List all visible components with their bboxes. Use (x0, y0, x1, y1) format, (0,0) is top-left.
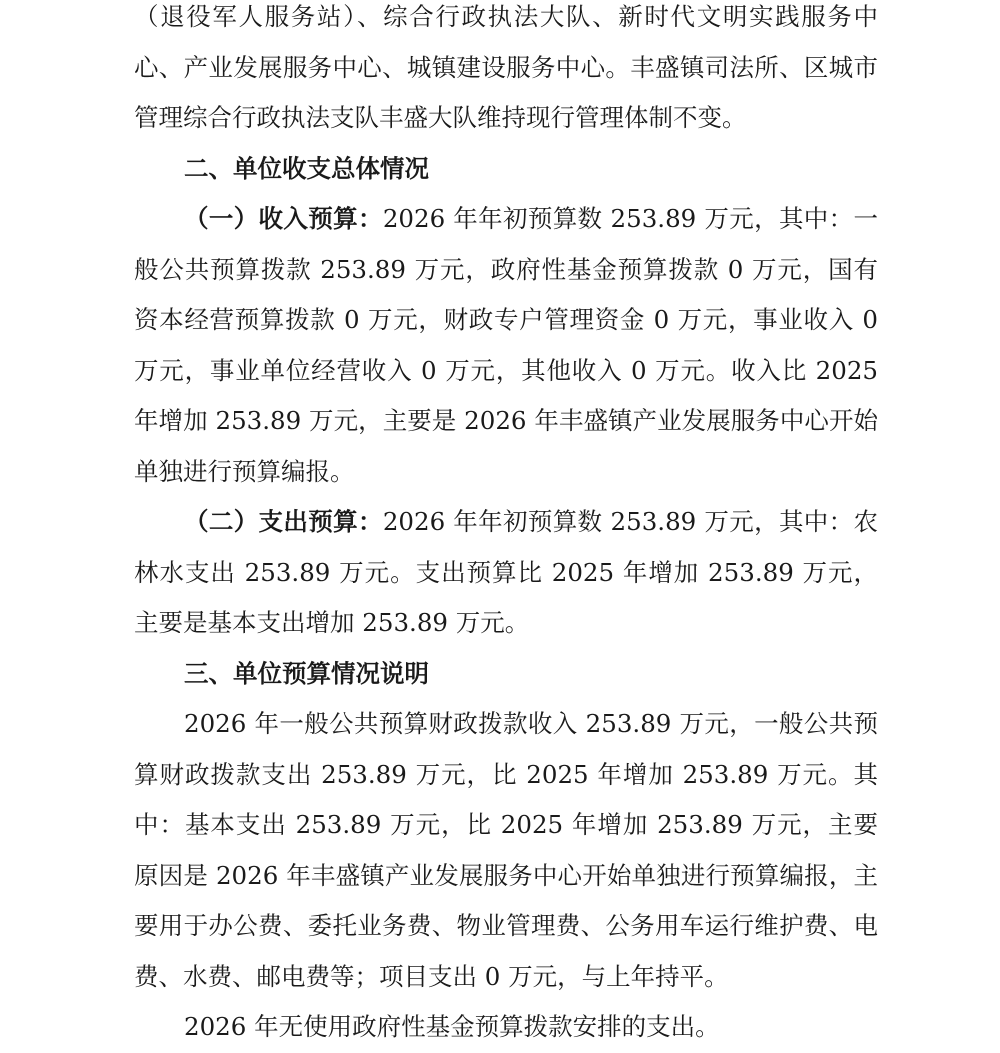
paragraph-income-budget (134, 194, 878, 497)
paragraph-expenditure-budget (134, 497, 878, 649)
section-heading-3: 三、单位预算情况说明 (184, 658, 429, 688)
paragraph-gov-fund: 2026 年无使用政府性基金预算拨款安排的支出。 (184, 1012, 720, 1041)
income-budget-text: 2026 年年初预算数 253.89 万元，其中：一般公共预算拨款 253.89 万元，政府性基金预算拨款 0 万元，国有资本经营预算拨款 0 万元，财政专户管理资金 0 万元，事业收入 0 万元，事业单位经营收入 0 万元，其他收入 0 万元。收入比 2025 年增加 253.89 万元，主要是 2026 年丰盛镇产业发展服务中心开始单独进行预算编报。 (134, 204, 878, 486)
expenditure-budget-label: （二）支出预算： (184, 507, 383, 536)
document-body (134, 0, 878, 1053)
paragraph-org-structure: （退役军人服务站）、综合行政执法大队、新时代文明实践服务中心、产业发展服务中心、城镇建设服务中心。丰盛镇司法所、区城市管理综合行政执法支队丰盛大队维持现行管理体制不变。 (134, 2, 878, 132)
section-heading-2: 二、单位收支总体情况 (184, 153, 429, 183)
paragraph-budget-description: 2026 年一般公共预算财政拨款收入 253.89 万元，一般公共预算财政拨款支出 253.89 万元，比 2025 年增加 253.89 万元。其中：基本支出 253.89 万元，比 2025 年增加 253.89 万元，主要原因是 2026 年丰盛镇产业发展服务中心开始单独进行预算编报，主要用于办公费、委托业务费、物业管理费、公务用车运行维护费、电费、水费、邮电费等；项目支出 0 万元，与上年持平。 (134, 709, 878, 991)
income-budget-label: （一）收入预算： (184, 204, 383, 233)
expenditure-budget-text: 2026 年年初预算数 253.89 万元，其中：农林水支出 253.89 万元。支出预算比 2025 年增加 253.89 万元，主要是基本支出增加 253.89 万元。 (134, 507, 878, 637)
